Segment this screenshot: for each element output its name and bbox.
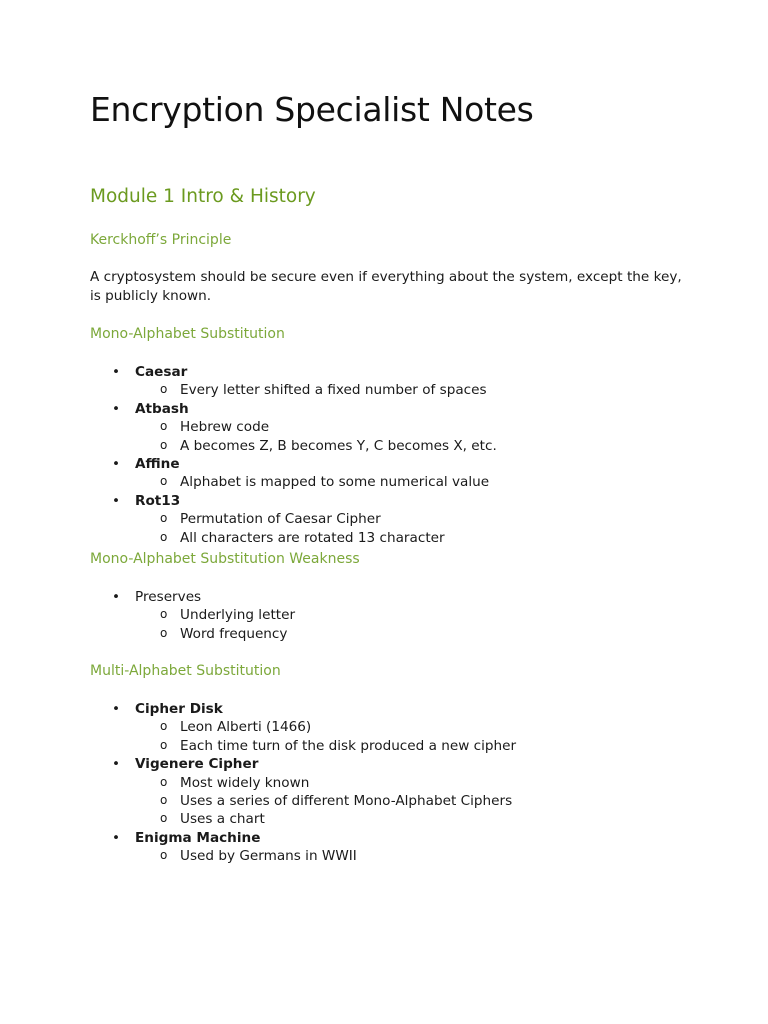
list-item	[90, 700, 516, 755]
bullet-icon: •	[112, 829, 121, 846]
item-label: Cipher Disk	[135, 701, 223, 717]
item-label: Caesar	[135, 364, 188, 380]
sub-list	[135, 774, 516, 829]
sub-list-item	[135, 437, 497, 455]
sub-item-text: A becomes Z, B becomes Y, C becomes X, etc.	[180, 437, 497, 454]
bullet-icon: •	[112, 364, 121, 380]
sub-bullet-icon: o	[160, 382, 168, 397]
sub-list	[135, 510, 497, 547]
sub-bullet-icon: o	[160, 848, 168, 863]
sub-list-item	[135, 737, 516, 755]
bullet-icon: •	[112, 756, 121, 773]
sub-item-text: Uses a series of different Mono-Alphabet Ciphers	[180, 793, 513, 810]
sub-list	[135, 847, 516, 865]
bullet-icon: •	[112, 492, 121, 509]
module-heading: Module 1 Intro & History	[90, 186, 316, 207]
section-heading-multi-alphabet: Multi-Alphabet Substitution	[90, 663, 281, 679]
sub-list-item	[135, 381, 497, 399]
sub-item-text: Uses a chart	[180, 811, 265, 828]
sub-list	[135, 606, 295, 643]
sub-item-text: Leon Alberti (1466)	[180, 719, 312, 736]
sub-bullet-icon: o	[160, 419, 168, 434]
sub-item-text: Each time turn of the disk produced a new cipher	[180, 737, 517, 754]
list-item	[90, 755, 516, 829]
sub-list-item	[135, 625, 295, 643]
kerckhoff-paragraph: A cryptosystem should be secure even if everything about the system, except the key, is publicly known.	[90, 269, 682, 304]
sub-bullet-icon: o	[160, 511, 168, 526]
sub-list-item	[135, 774, 516, 792]
section-heading-kerckhoff: Kerckhoff’s Principle	[90, 232, 232, 248]
item-label: Atbash	[135, 400, 189, 417]
sub-list	[135, 418, 497, 455]
sub-bullet-icon: o	[160, 474, 168, 489]
item-label: Preserves	[135, 589, 202, 605]
sub-list-item	[135, 847, 516, 865]
sub-list	[135, 381, 497, 399]
sub-bullet-icon: o	[160, 437, 168, 452]
item-label: Vigenere Cipher	[135, 756, 259, 773]
sub-item-text: All characters are rotated 13 character	[180, 529, 445, 546]
sub-bullet-icon: o	[160, 625, 168, 640]
list-item	[90, 588, 295, 643]
sub-item-text: Most widely known	[180, 774, 310, 791]
mono-alphabet-list	[90, 363, 497, 547]
sub-item-text: Every letter shifted a fixed number of spaces	[180, 382, 487, 399]
item-label: Affine	[135, 456, 180, 473]
sub-list-item	[135, 718, 516, 736]
sub-list	[135, 718, 516, 755]
bullet-icon: •	[112, 456, 121, 473]
list-item	[90, 492, 497, 547]
sub-bullet-icon: o	[160, 719, 168, 734]
list-item	[90, 455, 497, 492]
sub-list-item	[135, 606, 295, 624]
sub-item-text: Permutation of Caesar Cipher	[180, 511, 381, 528]
section-heading-weakness: Mono-Alphabet Substitution Weakness	[90, 551, 360, 567]
sub-bullet-icon: o	[160, 529, 168, 544]
sub-list	[135, 473, 497, 491]
multi-alphabet-list	[90, 700, 516, 866]
sub-item-text: Alphabet is mapped to some numerical value	[180, 474, 490, 491]
section-heading-mono-alphabet: Mono-Alphabet Substitution	[90, 326, 285, 342]
sub-list-item	[135, 792, 516, 810]
sub-bullet-icon: o	[160, 811, 168, 826]
sub-bullet-icon: o	[160, 607, 168, 622]
list-item	[90, 829, 516, 866]
sub-item-text: Hebrew code	[180, 419, 270, 436]
weakness-list	[90, 588, 295, 643]
bullet-icon: •	[112, 701, 121, 717]
sub-item-text: Word frequency	[180, 625, 288, 642]
item-label: Enigma Machine	[135, 829, 261, 846]
bullet-icon: •	[112, 400, 121, 417]
list-item	[90, 400, 497, 455]
sub-list-item	[135, 418, 497, 436]
sub-bullet-icon: o	[160, 793, 168, 808]
item-label: Rot13	[135, 492, 181, 509]
sub-list-item	[135, 473, 497, 491]
sub-bullet-icon: o	[160, 774, 168, 789]
sub-item-text: Underlying letter	[180, 607, 296, 624]
sub-list-item	[135, 810, 516, 828]
sub-list-item	[135, 529, 497, 547]
sub-item-text: Used by Germans in WWII	[180, 848, 357, 865]
list-item	[90, 363, 497, 400]
sub-list-item	[135, 510, 497, 528]
document-title: Encryption Specialist Notes	[90, 90, 534, 129]
sub-bullet-icon: o	[160, 737, 168, 752]
bullet-icon: •	[112, 589, 121, 605]
